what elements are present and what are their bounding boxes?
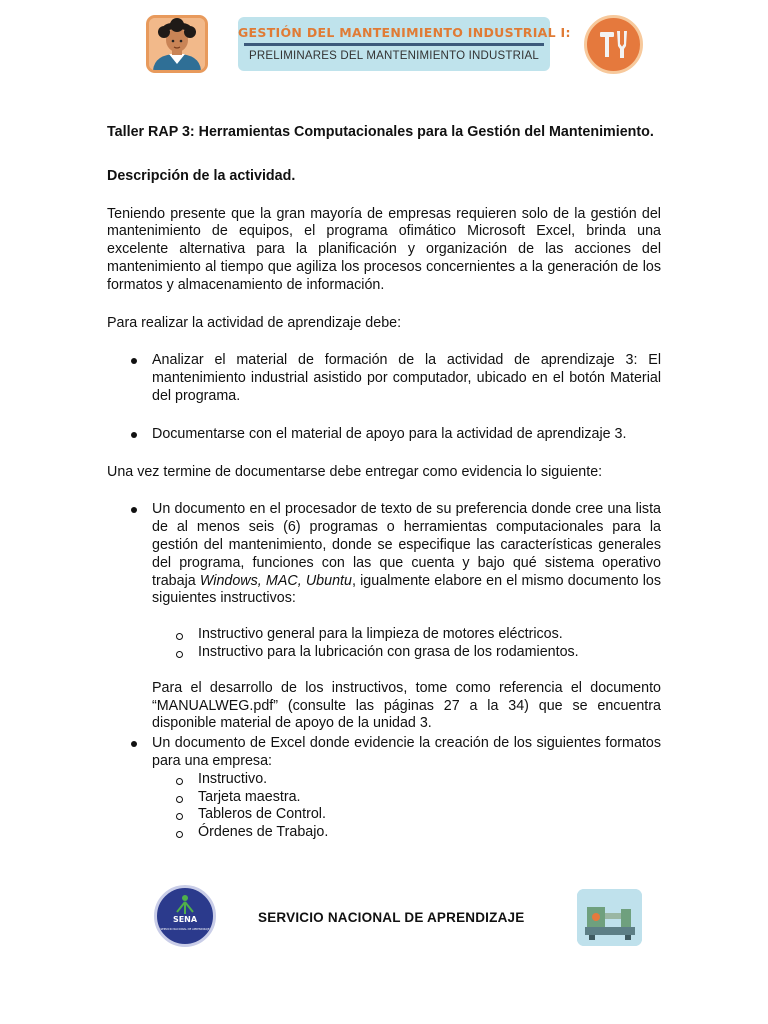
sub-list-item: Instructivo para la lubricación con grasa de los rodamientos. bbox=[152, 644, 661, 662]
list-item: Analizar el material de formación de la actividad de aprendizaje 3: El mantenimiento industrial asistido por computador, ubicado en el botón Material del programa. bbox=[107, 352, 661, 405]
evidence-1-note: Para el desarrollo de los instructivos, tome como referencia el documento “MANUALWEG.pdf” (consulte las páginas 27 a la 34) que se encuentra disponible material de apoyo de la unidad 3. bbox=[152, 679, 661, 732]
course-banner bbox=[238, 17, 571, 71]
formatos-list bbox=[152, 771, 661, 842]
sub-list-item: Instructivo general para la limpieza de motores eléctricos. bbox=[152, 626, 661, 644]
institution-name: SERVICIO NACIONAL DE APRENDIZAJE bbox=[258, 910, 525, 925]
sub-list-item: Tarjeta maestra. bbox=[152, 789, 661, 807]
evidence-lead: Una vez termine de documentarse debe entregar como evidencia lo siguiente: bbox=[107, 463, 603, 480]
banner-subtitle: PRELIMINARES DEL MANTENIMIENTO INDUSTRIAL bbox=[249, 50, 539, 62]
evidence-1-text: Un documento en el procesador de texto de su preferencia donde cree una lista de al menos seis (6) programas o herramientas computacionales para la gestión del mantenimiento, donde se especifique las características generales del programa, funciones con las que cuenta y bajo qué sistema operativo trabaja bbox=[152, 501, 661, 589]
sena-logo bbox=[154, 885, 216, 947]
operating-systems: Windows, MAC, Ubuntu bbox=[199, 572, 352, 589]
sena-logo-text: SENA bbox=[172, 915, 198, 924]
lathe-machine-icon bbox=[577, 889, 642, 946]
task-lead: Para realizar la actividad de aprendizaje debe: bbox=[107, 314, 402, 331]
document-body bbox=[107, 124, 661, 842]
task-list bbox=[107, 352, 661, 443]
person-avatar-icon bbox=[146, 15, 208, 73]
sena-logo-caption: SERVICIO NACIONAL DE APRENDIZAJE bbox=[160, 928, 210, 931]
page-title: Taller RAP 3: Herramientas Computacionales para la Gestión del Mantenimiento. bbox=[107, 124, 654, 140]
sub-list-item: Instructivo. bbox=[152, 771, 661, 789]
list-item bbox=[107, 501, 661, 733]
evidence-2-text: Un documento de Excel donde evidencie la creación de los siguientes formatos para una empresa: bbox=[152, 735, 661, 769]
section-heading: Descripción de la actividad. bbox=[107, 167, 296, 184]
sub-list-item: Tableros de Control. bbox=[152, 806, 661, 824]
intro-paragraph: Teniendo presente que la gran mayoría de empresas requieren solo de la gestión del mantenimiento de equipos, el programa ofimático Microsoft Excel, brinda una excelente alternativa para la planificación y organización de las acciones del mantenimiento al tiempo que agiliza los procesos concernientes a la generación de los formatos y almacenamiento de información. bbox=[107, 205, 661, 293]
tools-icon bbox=[584, 15, 643, 74]
instructivos-list bbox=[152, 626, 661, 662]
banner-title: GESTIÓN DEL MANTENIMIENTO INDUSTRIAL I: bbox=[238, 25, 571, 40]
banner-divider bbox=[244, 43, 544, 46]
sub-list-item: Órdenes de Trabajo. bbox=[152, 824, 661, 842]
list-item: Documentarse con el material de apoyo para la actividad de aprendizaje 3. bbox=[107, 426, 661, 444]
list-item bbox=[107, 735, 661, 842]
evidence-1-text-end: , igualmente elabore en el mismo documento los siguientes instructivos: bbox=[152, 572, 661, 607]
evidence-list bbox=[107, 501, 661, 842]
